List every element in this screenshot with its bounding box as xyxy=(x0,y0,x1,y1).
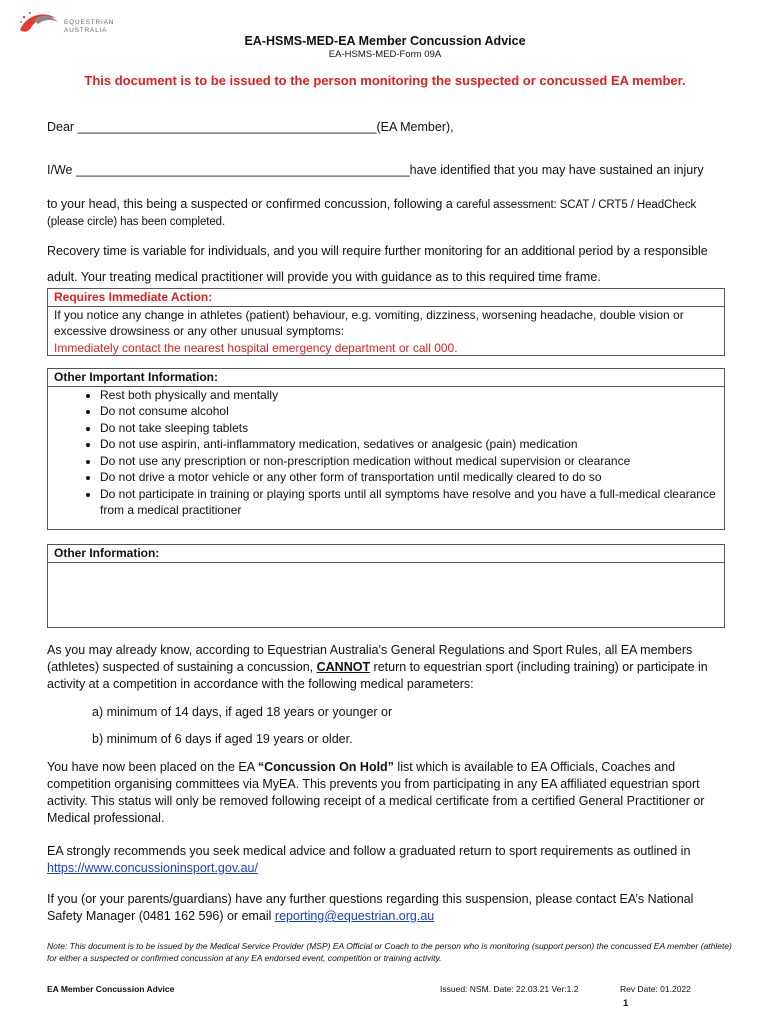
immediate-action-instruction: Immediately contact the nearest hospital emergency department or call 000. xyxy=(54,340,458,355)
immediate-action-box xyxy=(47,288,725,356)
on-hold-paragraph xyxy=(47,759,727,827)
dear-prefix: Dear xyxy=(47,120,75,134)
on-hold-text-start: You have now been placed on the EA xyxy=(47,760,258,774)
reporting-email-link[interactable]: reporting@equestrian.org.au xyxy=(274,909,435,923)
regulations-paragraph xyxy=(47,642,725,693)
immediate-action-heading: Requires Immediate Action: xyxy=(48,289,724,307)
recovery-line-1: Recovery time is variable for individuals, and you will require further monitoring for an additional period by a responsible xyxy=(47,244,708,258)
footer-doc-name: EA Member Concussion Advice xyxy=(47,984,175,994)
other-info-heading: Other Information: xyxy=(48,545,724,563)
injury-line-1 xyxy=(47,196,727,214)
issuing-note: Note: This document is to be issued by the Medical Service Provider (MSP) EA Official or Coach to the person who is monitoring (support person) the concussed EA member (athlete) for either a suspected or confirmed concussion at any EA endorsed event, competition or training activity. xyxy=(47,941,732,963)
parameter-a: a) minimum of 14 days, if aged 18 years or younger or xyxy=(92,705,393,719)
logo-line-2: AUSTRALIA xyxy=(64,26,108,34)
member-name-blank[interactable]: ___________________________________________ xyxy=(77,120,377,134)
document-title: EA-HSMS-MED-EA Member Concussion Advice xyxy=(244,34,526,48)
recommendation-paragraph xyxy=(47,843,727,877)
logo-line-1: EQUESTRIAN xyxy=(64,19,115,26)
important-info-heading: Other Important Information: xyxy=(48,369,724,387)
iwe-line xyxy=(47,162,727,179)
questions-paragraph xyxy=(47,891,727,925)
concussion-in-sport-link[interactable]: https://www.concussioninsport.gov.au/ xyxy=(47,861,258,875)
list-item: • Do not consume alcohol xyxy=(100,403,724,420)
dear-line xyxy=(47,119,727,136)
dear-suffix: (EA Member), xyxy=(376,120,454,134)
immediate-action-text: If you notice any change in athletes (patient) behaviour, e.g. vomiting, dizziness, worsening headache, double vision or excessive drowsiness or any other unusual symptoms: xyxy=(54,307,684,338)
issue-notice: This document is to be issued to the person monitoring the suspected or concussed EA member. xyxy=(84,73,686,88)
questions-text: If you (or your parents/guardians) have any further questions regarding this suspension, please contact EA’s National Safety Manager (0481 162 596) or email xyxy=(47,892,694,923)
list-item: • Do not use aspirin, anti-inflammatory medication, sedatives or analgesic (pain) medication xyxy=(100,436,724,453)
injury-line-2: (please circle) has been completed. xyxy=(47,216,226,228)
footer-rev-date: Rev Date: 01.2022 xyxy=(620,984,691,994)
regulations-text-end: return to equestrian sport (including training) or participate in activity at a competition in accordance with the following medical parameters: xyxy=(47,660,708,691)
other-info-field[interactable] xyxy=(48,563,724,626)
recovery-line-2: adult. Your treating medical practitioner will provide you with guidance as to this required time frame. xyxy=(47,270,601,284)
on-hold-list-name: “Concussion On Hold” xyxy=(257,760,394,774)
list-item: • Do not drive a motor vehicle or any other form of transportation until medically cleared to do so xyxy=(100,469,724,486)
other-info-box xyxy=(47,544,725,628)
assessor-name-blank[interactable]: ________________________________________________ xyxy=(75,163,410,177)
recommendation-text: EA strongly recommends you seek medical advice and follow a graduated return to sport requirements as outlined in xyxy=(47,844,691,858)
assessment-options: careful assessment: SCAT / CRT5 / HeadCheck xyxy=(456,199,697,211)
cannot-emphasis: CANNOT xyxy=(316,660,371,674)
on-hold-text-end: list which is available to EA Officials, Coaches and competition organising committees via MyEA. This prevents you from participating in any EA affiliated equestrian sport activity. This status will only be removed following receipt of a medical certificate from a certified General Practitioner or Medical professional. xyxy=(47,760,705,825)
logo-wordmark xyxy=(64,19,114,34)
list-item: • Do not participate in training or playing sports until all symptoms have resolve and you have a full-medical clearance from a medical practitioner xyxy=(100,486,724,519)
form-code: EA-HSMS-MED-Form 09A xyxy=(328,49,442,60)
injury-text-main: to your head, this being a suspected or confirmed concussion, following a xyxy=(47,197,457,211)
list-item: • Rest both physically and mentally xyxy=(100,387,724,404)
important-info-box xyxy=(47,368,725,530)
page-number: 1 xyxy=(623,998,629,1009)
footer-issued: Issued: NSM. Date: 22.03.21 Ver:1.2 xyxy=(440,984,579,994)
list-item: • Do not take sleeping tablets xyxy=(100,420,724,437)
iwe-prefix: I/We xyxy=(47,163,73,177)
parameter-b: b) minimum of 6 days if aged 19 years or older. xyxy=(92,732,353,746)
injury-paragraph xyxy=(47,196,727,231)
regulations-text-start: As you may already know, according to Equestrian Australia’s General Regulations and Sport Rules, all EA members (athletes) suspected of sustaining a concussion, xyxy=(47,643,693,674)
iwe-suffix: have identified that you may have sustained an injury xyxy=(409,163,704,177)
recovery-paragraph xyxy=(47,238,727,290)
important-info-list xyxy=(48,387,724,519)
list-item: • Do not use any prescription or non-prescription medication without medical supervision or clearance xyxy=(100,453,724,470)
